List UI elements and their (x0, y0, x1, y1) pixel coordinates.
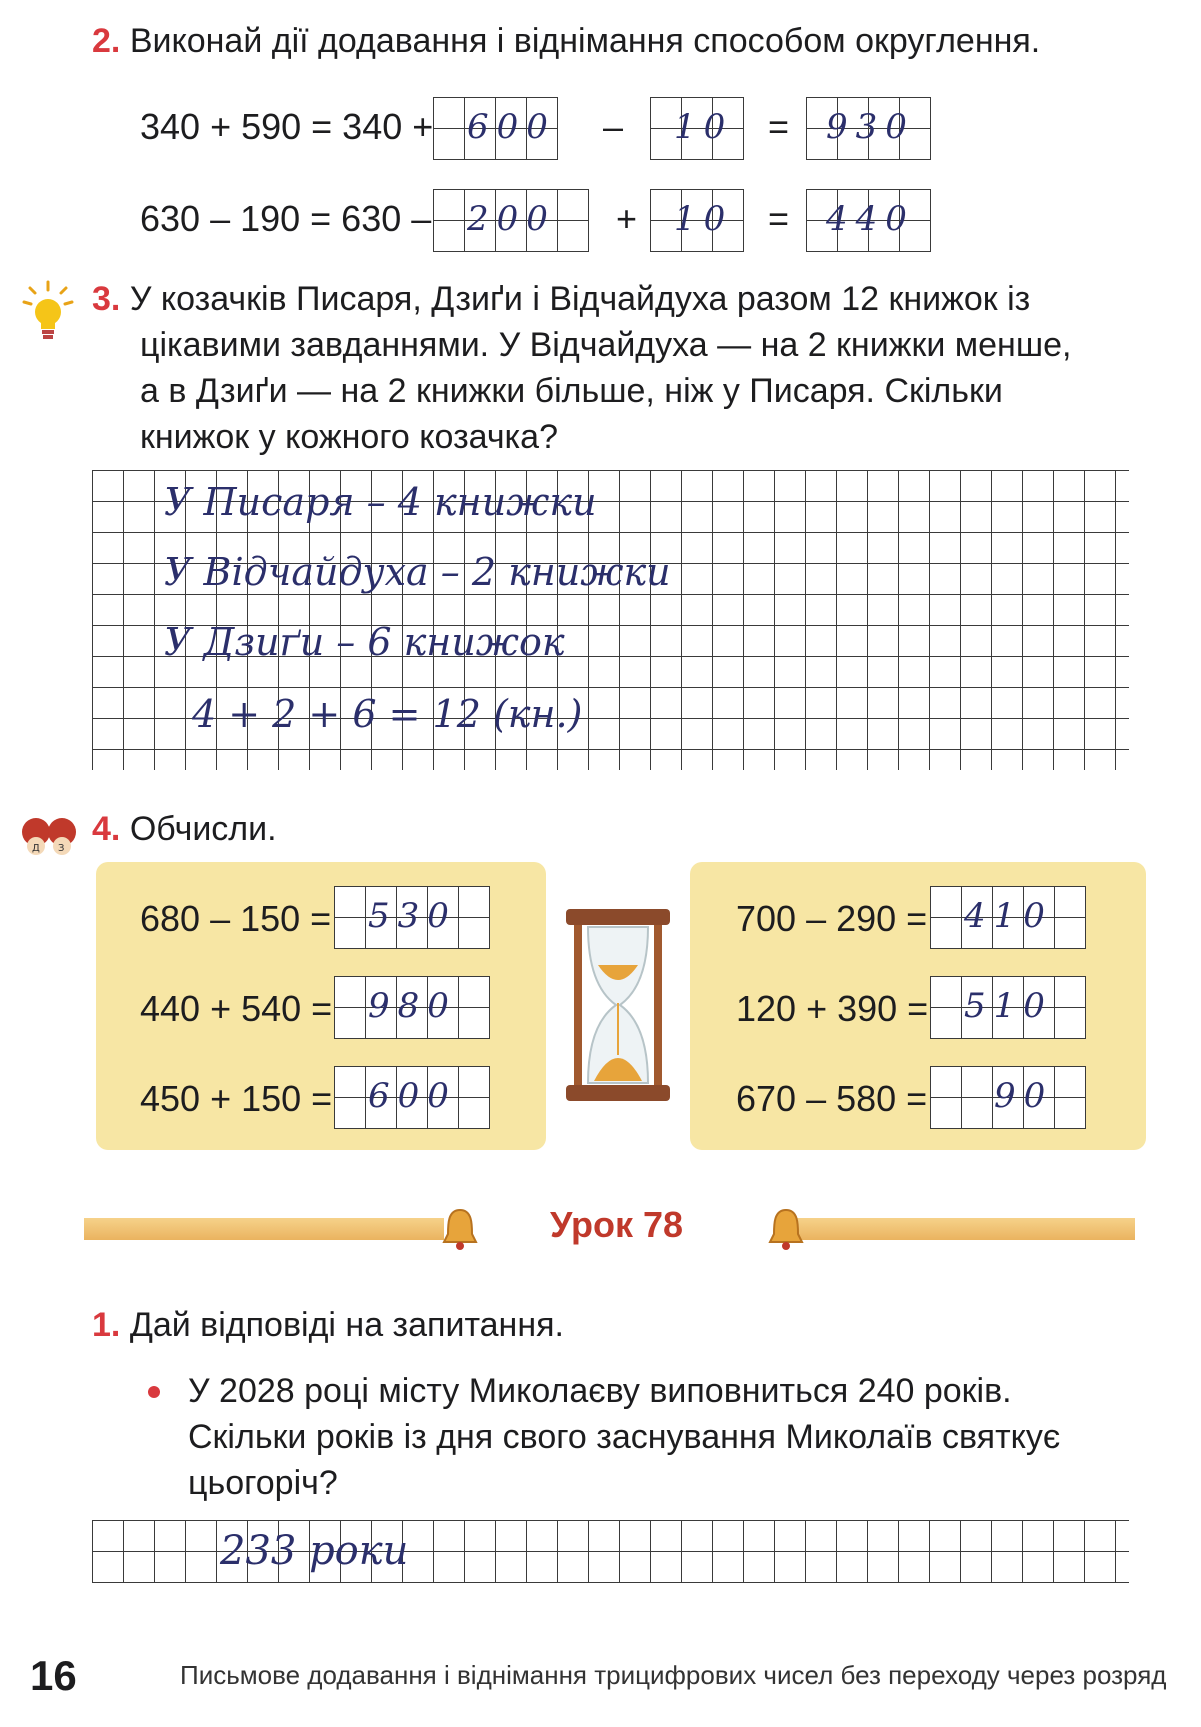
handwritten-answer: 600 (368, 1076, 457, 1116)
lesson-band-right (790, 1218, 1135, 1240)
answer-box[interactable] (930, 976, 1086, 1039)
operator: – (603, 106, 624, 147)
task-number: 1. (92, 1306, 121, 1344)
expression: 450 + 150 = (140, 1078, 333, 1119)
question-line: цьогоріч? (188, 1464, 338, 1502)
answer-box[interactable] (806, 97, 931, 160)
task-1-heading (92, 1302, 564, 1348)
answer-box[interactable] (334, 1066, 490, 1129)
task-text: Дай відповіді на запитання. (129, 1306, 564, 1344)
handwritten-answer: 233 роки (220, 1528, 409, 1574)
handwritten-answer: 200 (467, 199, 556, 239)
answer-box[interactable] (650, 189, 744, 252)
handwritten-answer: 90 (994, 1076, 1054, 1116)
task-4-heading (92, 806, 277, 852)
expression: 440 + 540 = (140, 988, 333, 1029)
equals-sign: = (768, 198, 790, 239)
answer-box[interactable] (806, 189, 931, 252)
equals-sign: = (768, 106, 790, 147)
kozachky-icon (14, 808, 84, 858)
handwritten-answer: 510 (964, 986, 1053, 1026)
handwritten-line: У Дзиґи – 6 книжок (164, 620, 565, 664)
lesson-title: Урок 78 (550, 1204, 684, 1245)
badge-letter: З (58, 843, 65, 854)
handwritten-line: У Відчайдуха – 2 книжки (164, 550, 671, 594)
task-text: Обчисли. (129, 810, 277, 848)
task-number: 4. (92, 810, 121, 848)
task-2-row-2-expression: 630 – 190 = 630 – (140, 198, 432, 239)
expression: 700 – 290 = (736, 898, 928, 939)
question-line: Скільки років із дня свого заснування Миколаїв святкує (188, 1418, 1061, 1456)
answer-grid[interactable] (92, 1520, 1129, 1583)
answer-box[interactable] (650, 97, 744, 160)
handwritten-answer: 410 (964, 896, 1053, 936)
answer-box[interactable] (930, 1066, 1086, 1129)
handwritten-answer: 980 (368, 986, 457, 1026)
task-text-line: книжок у кожного козачка? (140, 418, 558, 456)
answer-box[interactable] (334, 886, 490, 949)
answer-box[interactable] (930, 886, 1086, 949)
lightbulb-icon (18, 280, 78, 350)
handwritten-answer: 530 (368, 896, 457, 936)
answer-box[interactable] (334, 976, 490, 1039)
footer-caption: Письмове додавання і віднімання трицифрових чисел без переходу через розряд (180, 1660, 1167, 1690)
task-text-line: а в Дзиґи — на 2 книжки більше, ніж у Писаря. Скільки (140, 372, 1003, 410)
task-2-heading (92, 18, 1040, 64)
task-1-question (188, 1368, 1148, 1506)
question-line: У 2028 році місту Миколаєву виповниться 240 років. (188, 1372, 1012, 1410)
task-2-row-1-expression: 340 + 590 = 340 + (140, 106, 434, 147)
answer-box[interactable] (433, 97, 558, 160)
handwritten-answer: 600 (467, 107, 556, 147)
task-number: 3. (92, 280, 121, 318)
bullet (148, 1386, 160, 1398)
operator: + (616, 198, 638, 239)
bell-icon (766, 1206, 806, 1252)
expression: 120 + 390 = (736, 988, 929, 1029)
handwritten-answer: 930 (826, 107, 915, 147)
hourglass-icon (558, 905, 678, 1105)
page-number: 16 (30, 1652, 77, 1699)
expression: 670 – 580 = (736, 1078, 928, 1119)
lesson-band-left (84, 1218, 444, 1240)
task-text-line: цікавими завданнями. У Відчайдуха — на 2 книжки менше, (140, 326, 1072, 364)
handwritten-line: У Писаря – 4 книжки (164, 480, 597, 524)
badge-letter: Д (32, 843, 40, 854)
answer-box[interactable] (433, 189, 589, 252)
task-text-line: У козачків Писаря, Дзиґи і Відчайдуха разом 12 книжок із (129, 280, 1031, 318)
handwritten-answer: 10 (674, 107, 734, 147)
handwritten-answer: 10 (674, 199, 734, 239)
expression: 680 – 150 = (140, 898, 332, 939)
task-number: 2. (92, 22, 121, 60)
task-text: Виконай дії додавання і віднімання способом округлення. (129, 22, 1041, 60)
handwritten-answer: 440 (826, 199, 915, 239)
handwritten-line: 4 + 2 + 6 = 12 (кн.) (192, 692, 583, 736)
answer-grid[interactable] (92, 470, 1129, 770)
bell-icon (440, 1206, 480, 1252)
task-3-text (92, 276, 1152, 460)
